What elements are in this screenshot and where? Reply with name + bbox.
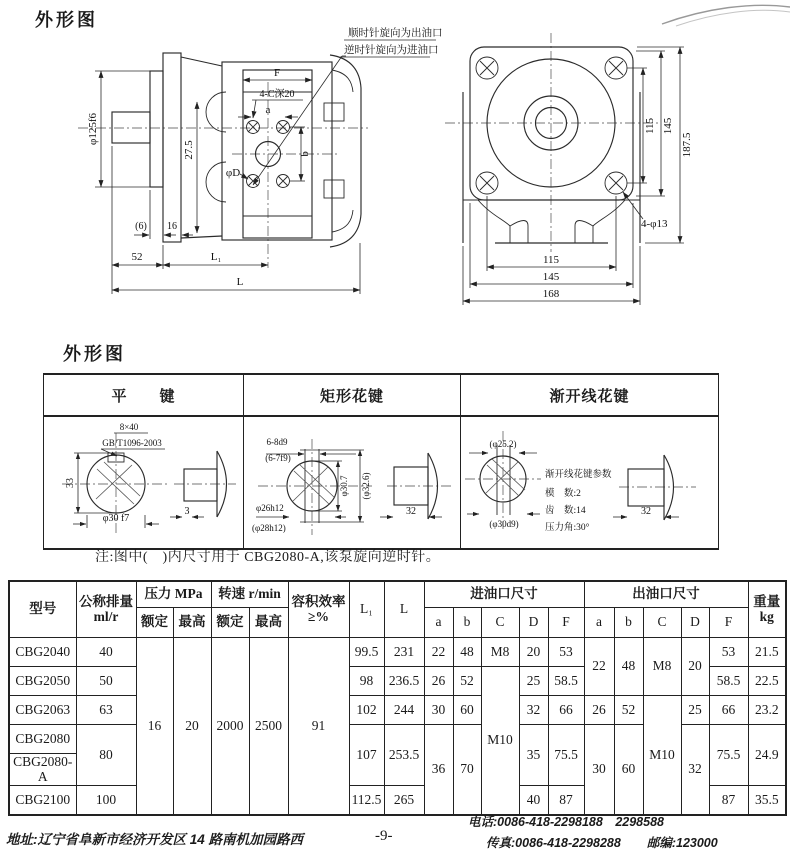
col-inlet-b: b [453,607,481,637]
rect-spline-drawing [244,417,457,543]
col-inlet-D: D [519,607,548,637]
col-speed: 转速 r/min [211,581,288,607]
dim-16: 16 [167,221,177,232]
model-cell: CBG2040 [9,637,76,666]
col-L1: L₁ [349,581,384,637]
col-speed-rated: 额定 [211,607,249,637]
involute-spline-cell [461,416,719,549]
table-row: CBG2100 100 112.5 265 40 87 87 35.5 [9,785,786,815]
dim-L: L [236,276,244,288]
involute-module: 模 数:2 [545,489,581,499]
shaft-key-table [43,373,719,550]
key-header-involute: 渐开线花键 [461,374,719,416]
section2-title: 外形图 [63,344,126,364]
footer-address: 地址:辽宁省阜新市经济开发区 14 路南机加园路西 [6,832,304,847]
key-header-flat: 平 键 [44,374,244,416]
rect-spline-spec-alt: (6-7f9) [265,453,291,463]
dim-v145: 145 [662,117,674,135]
rotation-note [340,26,443,57]
pump-front-view [445,33,693,305]
col-L: L [384,581,424,637]
col-pressure-rated: 额定 [136,607,173,637]
col-weight-line1: 重量 [753,593,781,609]
rect-spline-minor-alt: (φ28h12) [252,523,286,533]
dim-flange-diameter: φ125f6 [87,112,99,146]
flat-key-size: 8×40 [119,422,139,432]
dim-27-5: 27.5 [183,140,195,160]
involute-teeth: 齿 数:14 [545,506,586,516]
dim-v187: 187.5 [681,132,693,158]
mounting-bolt-holes [476,57,627,194]
key-header-rect: 矩形花键 [244,374,461,416]
model-cell: CBG2080 [9,724,76,753]
dim-L1: L₁ [210,251,222,263]
dim-h168: 168 [542,288,560,300]
bolt-hole-spec: 4-φ13 [641,218,668,230]
outline-drawings [0,0,790,335]
col-inlet-a: a [424,607,453,637]
table-row: CBG2050 50 98 236.5 26 52 M10 25 58.5 58.5 22.5 [9,666,786,695]
front-view-dimensions [463,47,693,305]
rotation-note-line2: 逆时针旋向为进油口 [344,45,439,56]
flat-key-cell [44,416,244,549]
scan-artifact [662,5,790,24]
tap-spec-label: 4-C深20 [259,89,295,100]
rect-spline-major-alt: (φ32.6) [361,472,371,500]
dim-b: b [299,151,311,157]
pressure-rated-cell: 16 [136,637,173,815]
model-cell: CBG2050 [9,666,76,695]
col-weight [748,581,786,637]
dim-h115: 115 [542,254,560,266]
col-outlet-F: F [709,607,748,637]
col-efficiency [288,581,349,637]
col-outlet-a: a [584,607,614,637]
involute-dia-root: (φ30d9) [489,519,519,529]
col-pressure-max: 最高 [173,607,211,637]
col-inlet-C: C [481,607,519,637]
flat-key-drawing [44,417,240,543]
rect-spline-major: φ30.7 [339,475,349,497]
dim-h145: 145 [542,271,560,283]
col-displacement-line2: ml/r [93,609,119,625]
model-cell: CBG2063 [9,695,76,724]
rect-spline-spec: 6-8d9 [266,437,288,447]
model-cell: CBG2080-A [9,753,76,785]
speed-max-cell: 2500 [249,637,288,815]
dim-a: a [265,104,271,116]
dim-6: (6) [135,221,147,232]
col-model: 型号 [9,581,76,637]
col-speed-max: 最高 [249,607,288,637]
col-inlet: 进油口尺寸 [424,581,584,607]
note: 注:图中( )内尺寸用于 CBG2080-A,该泵旋向逆时针。 [95,550,441,565]
flat-key-standard: GB/T1096-2003 [102,438,162,448]
col-outlet: 出油口尺寸 [584,581,748,607]
footer-phone: 电话:0086-418-2298188 2298588 [468,815,664,829]
table-row: CBG2063 63 102 244 30 60 32 66 26 52 M10 25 66 23.2 [9,695,786,724]
footer-contact [468,812,788,855]
page-number: -9- [375,828,393,844]
rotation-note-line1: 顺时针旋向为出油口 [348,28,443,39]
pump-side-view [78,53,368,294]
rect-spline-cell [244,416,461,549]
col-efficiency-line1: 容积效率 [291,593,346,609]
dim-v115: 115 [644,117,656,135]
table-row: CBG2040 40 16 20 2000 2500 91 99.5 231 22 48 M8 20 53 22 48 M8 20 53 21.5 [9,637,786,666]
col-pressure: 压力 MPa [136,581,211,607]
spec-table [8,580,787,816]
pressure-max-cell: 20 [173,637,211,815]
col-displacement [76,581,136,637]
footer-postcode: 邮编:123000 [646,836,718,851]
dim-F: F [273,67,281,79]
flat-key-shaft-dia: φ30 f7 [102,513,130,524]
footer-fax: 传真:0086-418-2298288 [486,836,621,851]
col-outlet-C: C [643,607,681,637]
col-efficiency-line2: ≥% [308,609,329,625]
col-displacement-line1: 公称排量 [79,593,133,609]
side-view-dimensions [87,67,360,294]
flat-key-dim-33: 33 [65,478,76,488]
dim-52: 52 [131,251,143,263]
dim-port-diameter: φD [225,167,241,179]
model-cell: CBG2100 [9,785,76,815]
involute-dia-tip: (φ25.2) [489,439,517,449]
col-outlet-b: b [614,607,643,637]
involute-dim-32: 32 [641,506,651,517]
table-row: CBG2080 80 107 253.5 36 70 35 75.5 30 60 32 75.5 24.9 [9,724,786,753]
section1-title: 外形图 [35,10,98,30]
involute-pressure-angle: 压力角:30° [545,523,590,533]
flat-key-dim-3: 3 [184,506,190,517]
involute-params-title: 渐开线花键参数 [545,470,612,480]
rect-spline-minor: φ26h12 [256,503,284,513]
col-outlet-D: D [681,607,709,637]
speed-rated-cell: 2000 [211,637,249,815]
involute-spline-drawing [461,417,715,543]
involute-parameters [545,468,612,533]
efficiency-cell: 91 [288,637,349,815]
col-inlet-F: F [548,607,584,637]
rect-spline-dim-32: 32 [406,506,416,517]
col-weight-line2: kg [759,609,774,625]
